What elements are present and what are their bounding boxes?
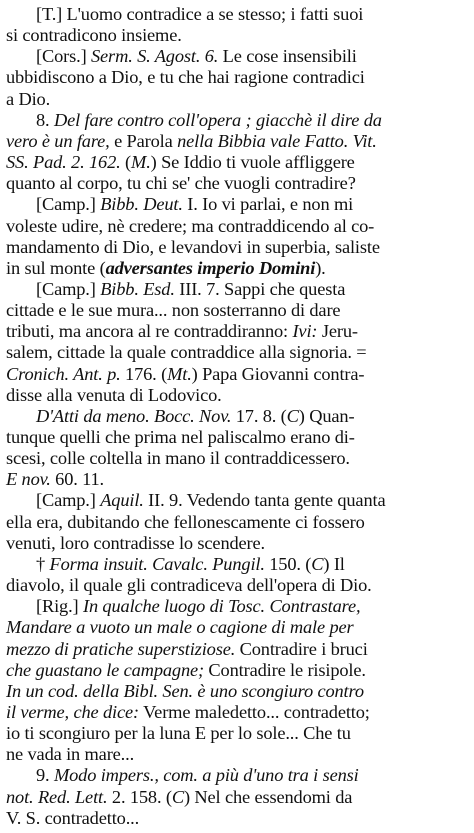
text-segment: ) Nel che essendomi da: [183, 786, 353, 807]
text-segment: [Camp.]: [36, 490, 101, 511]
text-segment: Le cose insensibili: [218, 46, 357, 67]
text-segment: (: [120, 152, 132, 172]
text-segment-i: In un cod. della Bibl. Sen. è uno scongiuro contro: [6, 680, 364, 701]
text-segment-i: Modo impers., com. a più d'uno tra i sensi: [53, 765, 359, 786]
text-segment: ).: [315, 257, 326, 278]
text-segment: I. Io vi parlai, e non mi: [182, 194, 354, 215]
text-segment-i: il verme, che dice:: [6, 701, 139, 722]
text-segment-i: C: [311, 553, 324, 574]
text-segment: Jeru-: [317, 321, 358, 342]
text-segment: [Rig.]: [36, 596, 83, 617]
text-segment: ) Il: [323, 553, 345, 574]
text-segment-i: M.: [131, 152, 151, 172]
text-segment-i: Ivi:: [292, 321, 318, 342]
text-segment: [Camp.]: [36, 278, 101, 299]
text-segment: V. S. contradetto...: [6, 807, 140, 828]
text-segment: 8.: [36, 109, 54, 130]
text-segment-i: SS. Pad. 2. 162.: [6, 152, 121, 172]
text-segment-i: vero è un fare,: [6, 130, 110, 151]
text-segment-i: Cronich. Ant. p.: [6, 363, 121, 384]
text-segment: ubbidiscono a Dio, e tu che hai ragione contradici: [6, 67, 365, 88]
text-segment: ne vada in mare...: [6, 744, 135, 765]
text-segment: tributi, ma ancora al re contraddiranno:: [6, 321, 293, 342]
text-segment: ) Quan-: [298, 405, 355, 426]
text-segment-i: Del fare contro coll'opera ; giacchè il dire da: [53, 109, 382, 130]
text-segment: 9.: [36, 765, 54, 786]
text-segment: Contradire i bruci: [235, 638, 368, 659]
text-segment: ella era, dubitando che fellonescamente ci fossero: [6, 511, 365, 532]
text-segment: [Cors.]: [36, 46, 91, 67]
text-segment-i: Serm. S. Agost. 6.: [91, 46, 219, 67]
text-segment: quanto al corpo, tu chi se' che vuogli contradire?: [6, 173, 356, 194]
text-segment: voleste udire, nè credere; ma contraddicendo al co-: [6, 215, 375, 236]
text-segment: in sul monte (: [6, 257, 106, 278]
text-segment: tunque quelli che prima nel paliscalmo erano di-: [6, 427, 355, 447]
text-segment: mandamento di Dio, e levandovi in superbia, saliste: [6, 236, 380, 257]
text-segment-i: Aquil.: [100, 490, 144, 511]
text-segment: disse alla venuta di Lodovico.: [6, 384, 222, 405]
text-segment-i: Bibb. Esd.: [100, 278, 175, 299]
text-segment: 2. 158. (: [107, 786, 172, 807]
text-segment: 150. (: [264, 553, 312, 574]
text-segment-bi: adversantes imperio Domini: [105, 257, 316, 278]
text-segment: †: [36, 553, 50, 574]
text-segment-i: che guastano le campagne;: [6, 659, 204, 680]
text-segment-i: Mandare a vuoto un male o cagione di male per: [6, 617, 354, 638]
text-segment: [T.] L'uomo contradice a se stesso; i fatti suoi: [36, 4, 364, 24]
text-segment: venuti, loro contradisse lo scendere.: [6, 532, 265, 553]
text-segment: 60. 11.: [50, 469, 105, 490]
text-segment: III. 7. Sappi che questa: [174, 278, 346, 299]
text-segment: 176. (: [120, 363, 168, 384]
text-segment: si contradicono insieme.: [6, 25, 182, 46]
text-segment-i: In qualche luogo di Tosc. Contrastare,: [82, 596, 361, 617]
text-segment: Contradire le risipole.: [203, 659, 366, 680]
text-segment: scesi, colle coltella in mano il contraddicessero.: [6, 448, 350, 469]
text-segment-i: Bibb. Deut.: [100, 194, 183, 215]
text-segment-i: Mt.: [167, 363, 192, 384]
text-segment: diavolo, il quale gli contradiceva dell'opera di Dio.: [6, 575, 372, 595]
text-segment: salem, cittade la quale contraddice alla signoria. =: [6, 342, 367, 363]
text-segment: 17. 8. (: [231, 405, 287, 426]
text-segment: e Parola: [109, 130, 178, 151]
text-segment-i: E nov.: [6, 469, 51, 490]
text-segment-i: C: [286, 405, 299, 426]
text-segment: ) Papa Giovanni contra-: [191, 363, 365, 384]
text-segment: [Camp.]: [36, 194, 101, 215]
text-segment-i: C: [171, 786, 184, 807]
text-segment: cittade e le sue mura... non sosterranno di dare: [6, 300, 341, 321]
text-segment-i: Forma insuit. Cavalc. Pungil.: [49, 553, 265, 574]
text-segment: io ti scongiuro per la luna E per lo sole... Che tu: [6, 723, 351, 744]
text-line: [6, 807, 468, 831]
text-segment: ) Se Iddio ti vuole affliggere: [150, 152, 355, 172]
text-segment-i: D'Atti da meno. Bocc. Nov.: [36, 405, 232, 426]
text-segment: a Dio.: [6, 88, 51, 109]
text-segment-i: not. Red. Lett.: [6, 786, 108, 807]
text-segment: Verme maledetto... contradetto;: [138, 701, 370, 722]
text-segment-i: mezzo di pratiche superstiziose.: [6, 638, 236, 659]
text-segment: II. 9. Vedendo tanta gente quanta: [143, 490, 386, 511]
text-segment-i: nella Bibbia vale Fatto. Vit.: [177, 130, 377, 151]
